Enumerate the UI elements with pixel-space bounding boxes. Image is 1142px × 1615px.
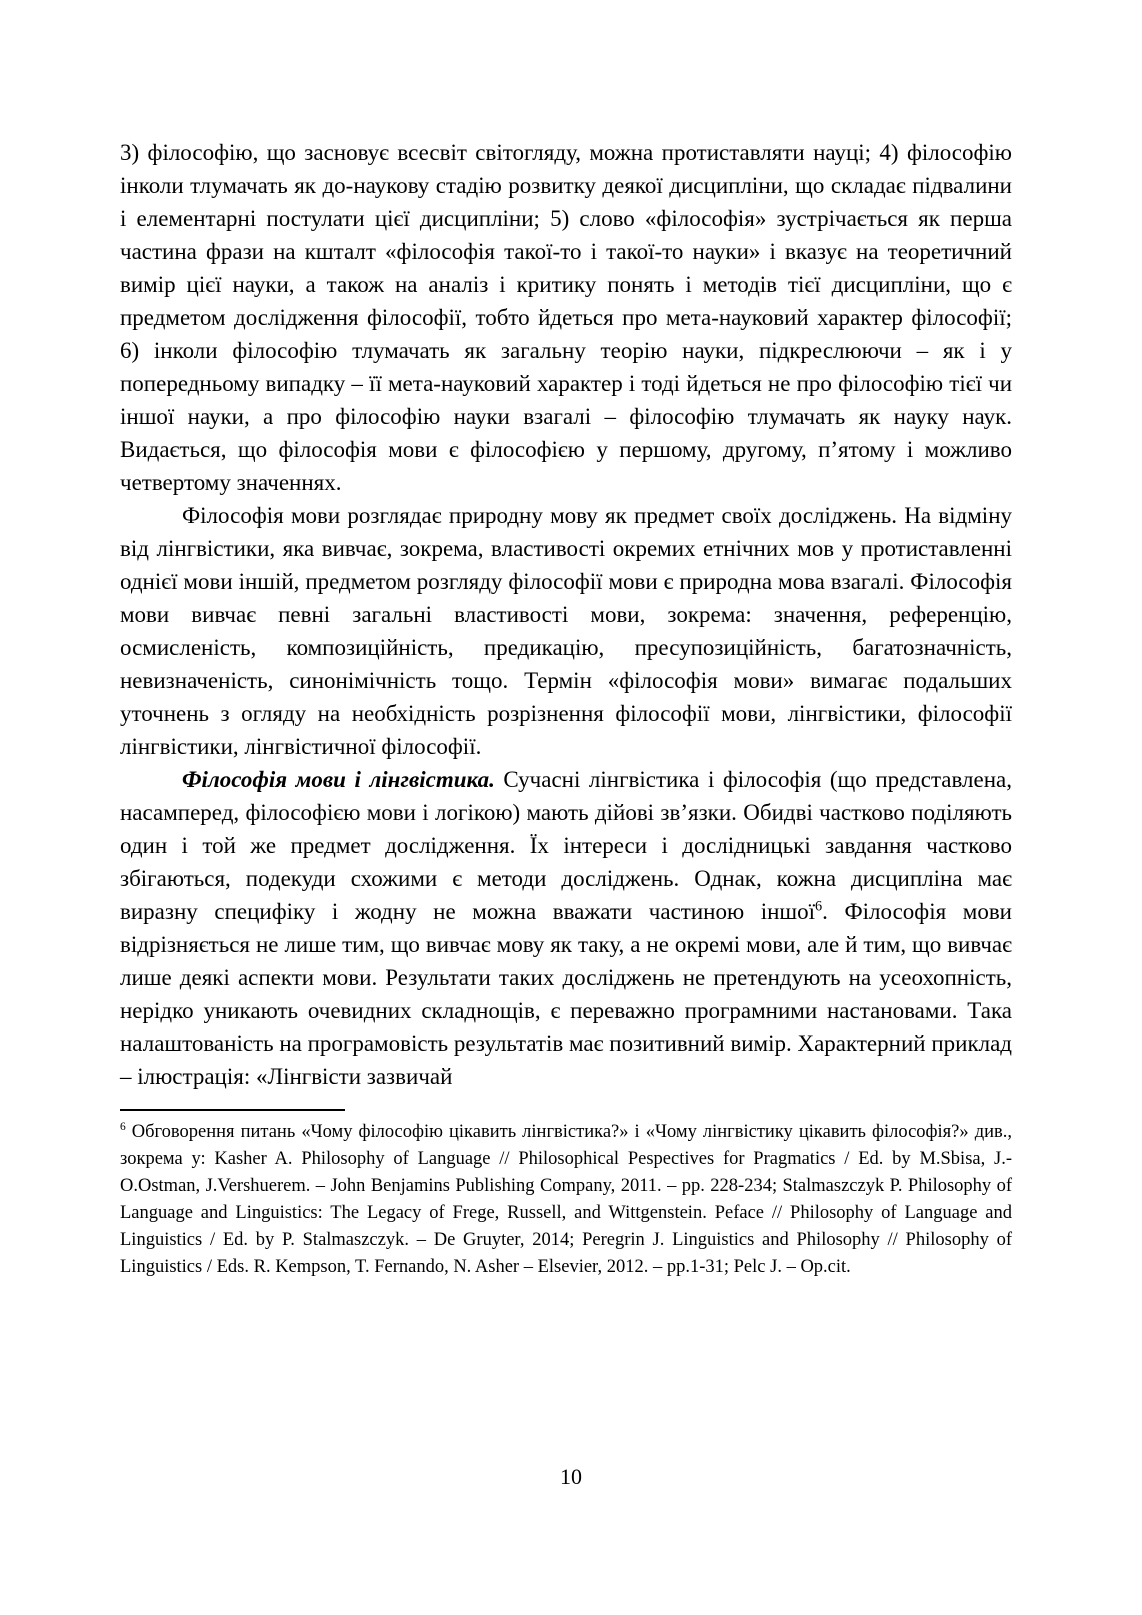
paragraph-definitions-continuation: 3) філософію, що засновує всесвіт світогляду, можна протиставляти науці; 4) філософію інколи тлумачать як до-наукову стадію розвитку деякої дисципліни, що складає підвалини і елементарні постулати цієї дисципліни; 5) слово «філософія» зустрічається як перша частина фрази на кшталт «філософія такої-то і такої-то науки» і вказує на теоретичний вимір цієї науки, а також на аналіз і критику понять і методів тієї дисципліни, що є предметом дослідження філософії, тобто йдеться про мета-науковий характер філософії; 6) інколи філософію тлумачать як загальну теорію науки, підкреслюючи – як і у попередньому випадку – її мета-науковий характер і тоді йдеться не про філософію тієї чи іншої науки, а про філософію науки взагалі – філософію тлумачать як науку наук. Видається, що філософія мови є філософією у першому, другому, п’ятому і можливо четвертому значеннях. (120, 140, 1012, 495)
footnote-section (120, 1109, 1012, 1281)
footnote-separator-line (120, 1109, 345, 1111)
footnote (120, 1119, 1012, 1281)
page-number: 10 (560, 1464, 582, 1489)
paragraph-text-before-footnote: Сучасні лінгвістика і філософія (що представлена, насамперед, філософією мови і логікою) мають дійові зв’язки. Обидві частково поділяють один і той же предмет дослідження. Їх інтереси і дослідницькі завдання частково збігаються, подекуди схожими є методи досліджень. Однак, кожна дисципліна має виразну специфіку і жодну не можна вважати частиною іншої (120, 767, 1013, 924)
page-body (120, 136, 1012, 1093)
paragraph-text-after-footnote: . Філософія мови відрізняється не лише тим, що вивчає мову як таку, а не окремі мови, але й тим, що вивчає лише деякі аспекти мови. Результати таких досліджень не претендують на усеохопність, нерідко уникають очевидних складнощів, є переважно програмними настановами. Така налаштованість на програмовість результатів має позитивний вимір. Характерний приклад – ілюстрація: «Лінгвісти зазвичай (120, 899, 1012, 1089)
footnote-marker: 6 (120, 1120, 126, 1133)
paragraph-lead-heading: Філософія мови і лінгвістика. (182, 767, 495, 792)
paragraph-philosophy-of-language: Філософія мови розглядає природну мову як предмет своїх досліджень. На відміну від лінгвістики, яка вивчає, зокрема, властивості окремих етнічних мов у протиставленні однієї мови іншій, предметом розгляду філософії мови є природна мова взагалі. Філософія мови вивчає певні загальні властивості мови, зокрема: значення, референцію, осмисленість, композиційність, предикацію, пресупозиційність, багатозначність, невизначеність, синонімічність тощо. Термін «філософія мови» вимагає подальших уточнень з огляду на необхідність розрізнення філософії мови, лінгвістики, філософії лінгвістики, лінгвістичної філософії. (120, 503, 1012, 759)
footnote-text: Обговорення питань «Чому філософію цікавить лінгвістика?» і «Чому лінгвістику цікавить філософія?» див., зокрема у: Kasher A. Philosophy of Language // Philosophical Pespectives for Pragmatics / Ed. by M.Sbisa, J.-O.Ostman, J.Vershuerem. – John Benjamins Publishing Company, 2011. – pp. 228-234; Stalmaszczyk P. Philosophy of Language and Linguistics: The Legacy of Frege, Russell, and Wittgenstein. Peface // Philosophy of Language and Linguistics / Ed. by P. Stalmaszczyk. – De Gruyter, 2014; Peregrin J. Linguistics and Philosophy // Philosophy of Linguistics / Eds. R. Kempson, T. Fernando, N. Asher – Elsevier, 2012. – pp.1-31; Pelc J. – Op.cit. (120, 1122, 1012, 1277)
footnote-reference: 6 (815, 898, 823, 915)
paragraph-philosophy-and-linguistics (120, 763, 1012, 1093)
